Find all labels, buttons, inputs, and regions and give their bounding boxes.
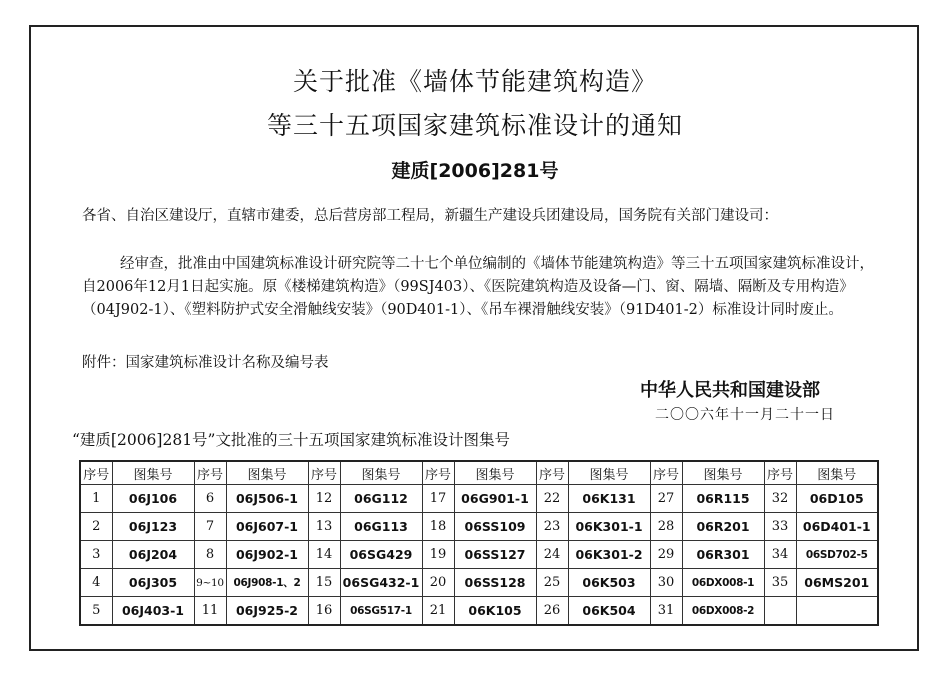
atlas-code: 06J204 <box>112 541 194 569</box>
header-code: 图集号 <box>454 461 536 485</box>
row-number: 33 <box>764 513 796 541</box>
header-no: 序号 <box>536 461 568 485</box>
header-no: 序号 <box>764 461 796 485</box>
atlas-code: 06J908-1、2 <box>226 569 308 597</box>
atlas-code: 06MS201 <box>796 569 878 597</box>
table-row <box>80 541 878 569</box>
row-number: 15 <box>308 569 340 597</box>
header-code: 图集号 <box>340 461 422 485</box>
row-number: 25 <box>536 569 568 597</box>
row-number: 19 <box>422 541 454 569</box>
row-number: 3 <box>80 541 112 569</box>
atlas-code: 06K105 <box>454 597 536 626</box>
row-number: 14 <box>308 541 340 569</box>
body-paragraph: 经审查，批准由中国建筑标准设计研究院等二十七个单位编制的《墙体节能建筑构造》等三十五项国家建筑标准设计，自2006年12月1日起实施。原《楼梯建筑构造》（99SJ403）、《医院建筑构造及设备—门、窗、隔墙、隔断及专用构造》（04J902-1）、《塑料防护式安全滑触线安装》（90D401-1）、《吊车裸滑触线安装》（91D401-2）标准设计同时废止。 <box>82 256 874 318</box>
table-row <box>80 569 878 597</box>
atlas-code: 06K131 <box>568 485 650 513</box>
atlas-code: 06DX008-1 <box>682 569 764 597</box>
row-number: 1 <box>80 485 112 513</box>
atlas-code: 06D105 <box>796 485 878 513</box>
row-number <box>764 597 796 626</box>
atlas-code: 06G112 <box>340 485 422 513</box>
atlas-code: 06J902-1 <box>226 541 308 569</box>
header-code: 图集号 <box>568 461 650 485</box>
row-number: 31 <box>650 597 682 626</box>
row-number: 18 <box>422 513 454 541</box>
row-number: 2 <box>80 513 112 541</box>
row-number: 24 <box>536 541 568 569</box>
atlas-code: 06R201 <box>682 513 764 541</box>
issuing-authority: 中华人民共和国建设部 <box>640 380 820 401</box>
row-number: 17 <box>422 485 454 513</box>
atlas-code: 06SG429 <box>340 541 422 569</box>
attachment-line: 附件：国家建筑标准设计名称及编号表 <box>82 355 329 371</box>
row-number: 29 <box>650 541 682 569</box>
header-no: 序号 <box>308 461 340 485</box>
header-code: 图集号 <box>796 461 878 485</box>
row-number: 35 <box>764 569 796 597</box>
atlas-code: 06SS109 <box>454 513 536 541</box>
row-number: 8 <box>194 541 226 569</box>
atlas-code: 06J506-1 <box>226 485 308 513</box>
table-row <box>80 485 878 513</box>
atlas-code: 06SG517-1 <box>340 597 422 626</box>
header-no: 序号 <box>80 461 112 485</box>
atlas-code: 06SS128 <box>454 569 536 597</box>
header-code: 图集号 <box>682 461 764 485</box>
atlas-code: 06K301-1 <box>568 513 650 541</box>
atlas-code: 06K504 <box>568 597 650 626</box>
atlas-code: 06K301-2 <box>568 541 650 569</box>
header-no: 序号 <box>422 461 454 485</box>
row-number: 34 <box>764 541 796 569</box>
header-no: 序号 <box>194 461 226 485</box>
row-number: 5 <box>80 597 112 626</box>
row-number: 32 <box>764 485 796 513</box>
header-no: 序号 <box>650 461 682 485</box>
atlas-code: 06R115 <box>682 485 764 513</box>
header-code: 图集号 <box>112 461 194 485</box>
row-number: 6 <box>194 485 226 513</box>
row-number: 21 <box>422 597 454 626</box>
atlas-code: 06SS127 <box>454 541 536 569</box>
row-number: 27 <box>650 485 682 513</box>
document-number: 建质[2006]281号 <box>391 160 559 182</box>
row-number: 4 <box>80 569 112 597</box>
row-number: 9~10 <box>194 569 226 597</box>
row-number: 28 <box>650 513 682 541</box>
row-number: 13 <box>308 513 340 541</box>
issue-date: 二〇〇六年十一月二十一日 <box>655 407 835 423</box>
atlas-code: 06K503 <box>568 569 650 597</box>
atlas-code: 06R301 <box>682 541 764 569</box>
atlas-code: 06J106 <box>112 485 194 513</box>
row-number: 26 <box>536 597 568 626</box>
table-row <box>80 513 878 541</box>
row-number: 23 <box>536 513 568 541</box>
row-number: 7 <box>194 513 226 541</box>
table-row <box>80 597 878 626</box>
row-number: 20 <box>422 569 454 597</box>
atlas-code <box>796 597 878 626</box>
atlas-code: 06J403-1 <box>112 597 194 626</box>
atlas-code: 06D401-1 <box>796 513 878 541</box>
table-header-row <box>80 461 878 485</box>
row-number: 22 <box>536 485 568 513</box>
recipients-paragraph: 各省、自治区建设厅，直辖市建委，总后营房部工程局，新疆生产建设兵团建设局，国务院有关部门建设司： <box>82 208 778 224</box>
row-number: 30 <box>650 569 682 597</box>
atlas-code: 06SD702-5 <box>796 541 878 569</box>
notice-title-line2: 等三十五项国家建筑标准设计的通知 <box>266 111 683 140</box>
row-number: 12 <box>308 485 340 513</box>
atlas-code: 06DX008-2 <box>682 597 764 626</box>
atlas-code: 06G113 <box>340 513 422 541</box>
header-code: 图集号 <box>226 461 308 485</box>
notice-title-line1: 关于批准《墙体节能建筑构造》 <box>292 67 657 96</box>
atlas-code: 06J305 <box>112 569 194 597</box>
atlas-code: 06G901-1 <box>454 485 536 513</box>
row-number: 11 <box>194 597 226 626</box>
atlas-code: 06J123 <box>112 513 194 541</box>
atlas-number-table <box>79 460 879 626</box>
table-caption: “建质[2006]281号”文批准的三十五项国家建筑标准设计图集号 <box>72 431 510 449</box>
atlas-code: 06J925-2 <box>226 597 308 626</box>
atlas-code: 06SG432-1 <box>340 569 422 597</box>
row-number: 16 <box>308 597 340 626</box>
atlas-code: 06J607-1 <box>226 513 308 541</box>
